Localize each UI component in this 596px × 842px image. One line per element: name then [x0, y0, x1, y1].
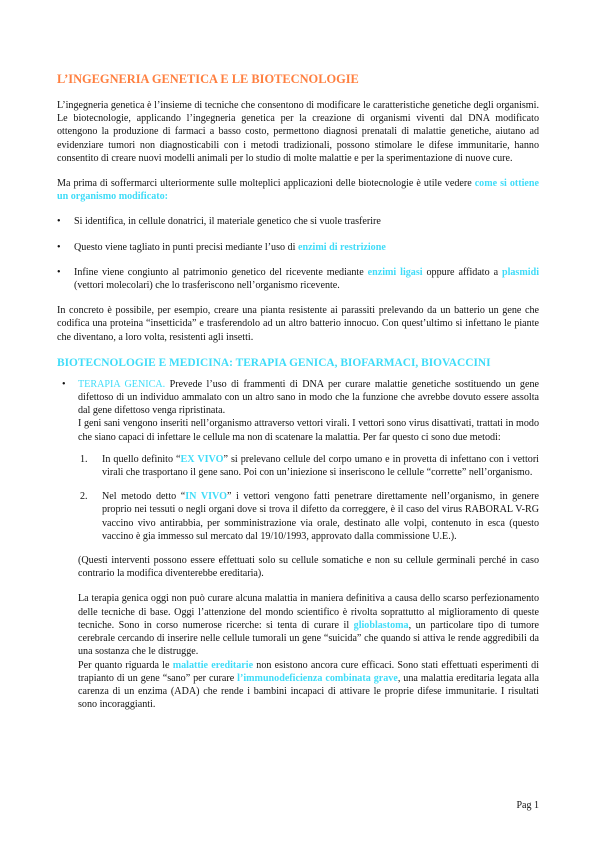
method-1-text-b: ” si prelevano cellule del corpo umano e in provetta di infettano con i vettori virali che trasportano il gene sano. Poi con un’iniezione si inseriscono le cellule “corrette” nell’organismo. — [102, 453, 539, 479]
method-item-1 — [78, 453, 539, 479]
method-1-number: 1. — [80, 453, 88, 465]
organism-lead-paragraph — [57, 177, 539, 203]
methods-list — [78, 453, 539, 543]
step-item-2 — [57, 241, 539, 254]
terapia-p5-text-b: non esistono ancora cure efficaci. Sono stati effettuati esperimenti di trapianto di un gene “sano” per curare — [78, 659, 540, 684]
terapia-p2: I geni sani vengono inseriti nell’organismo attraverso vettori virali. I vettori sono virus disattivati, trattati in modo che siano capaci di infettare le cellule ma non di scatenare la malattia. Per far questo ci sono due metodi: — [78, 418, 539, 443]
step-3-text-b: oppure affidato a — [422, 266, 502, 278]
terapia-p4-text-a: La terapia genica oggi non può curare alcuna malattia in maniera definitiva a causa dello scarso perfezionamento delle tecniche di base. Oggi l’attenzione del mondo scientifico è rivolta soprattutto al miglioramento di queste tecniche. Sono in corso numerose ricerche: si tenta di curare il — [78, 593, 539, 631]
section-title: BIOTECNOLOGIE E MEDICINA: TERAPIA GENICA, BIOFARMACI, BIOVACCINI — [57, 356, 491, 369]
terapia-p1-text: Prevede l’uso di frammenti di DNA per curare malattie genetiche sostituendo un gene difettoso di un individuo ammalato con un altro sano in modo che la funzione che avrebbe dovuto essere assolta dal gene difettoso venga ripristinata. — [78, 378, 539, 417]
bullet-marker: • — [62, 378, 66, 390]
step-item-1 — [57, 215, 539, 228]
terapia-p4-text-b: , un particolare tipo di tumore cerebrale cercando di inserire nelle cellule tumorali un gene “suicida” che quando si attiva le rende aggredibili da una sostanza che le distrugge. — [78, 619, 540, 658]
document-body — [57, 72, 539, 711]
page-number: Pag 1 — [516, 800, 539, 811]
plasmids-highlight: plasmidi — [501, 266, 539, 278]
page-title: L’INGEGNERIA GENETICA E LE BIOTECNOLOGIE — [57, 72, 359, 86]
terapia-genica-item — [57, 378, 539, 711]
method-item-2 — [78, 490, 539, 543]
example-paragraph: In concreto è possibile, per esempio, creare una pianta resistente ai parassiti prelevando da un batterio un gene che codifica una proteina “insetticida” e trasferendolo ad un altro batterio innocuo. Con quest’ultimo si infettano le piante che diventano, a loro volta, resistenti agli insetti. — [57, 305, 539, 343]
somatic-note: (Questi interventi possono essere effettuati solo su cellule somatiche e non su cellule germinali perché in caso contrario la modifica diventerebbe ereditaria). — [78, 555, 539, 580]
terapia-p5-text-a: Per quanto riguarda le — [78, 659, 173, 671]
method-2-number: 2. — [80, 491, 88, 503]
glioblastoma-highlight: glioblastoma — [353, 619, 409, 631]
organism-highlight: come si ottiene un organismo modificato: — [57, 178, 539, 203]
organism-lead-text: Ma prima di soffermarci ulteriormente sulle molteplici applicazioni delle biotecnologie è utile vedere — [57, 178, 475, 190]
terapia-p4 — [78, 592, 539, 658]
ex-vivo-highlight: EX VIVO — [180, 453, 224, 465]
ligase-highlight: enzimi ligasi — [367, 266, 423, 278]
steps-list — [57, 215, 539, 292]
method-2-text-a: Nel metodo detto “ — [102, 491, 186, 503]
step-item-3 — [57, 266, 539, 292]
terapia-p1 — [78, 378, 539, 418]
terapia-p5 — [78, 659, 539, 712]
method-1-text-a: In quello definito “ — [102, 453, 181, 465]
step-1-text: Si identifica, in cellule donatrici, il materiale genetico che si vuole trasferire — [74, 216, 381, 228]
step-2-text: Questo viene tagliato in punti precisi mediante l’uso di — [74, 241, 298, 253]
method-2-text-b: ” i vettori vengono fatti penetrare direttamente nell’organismo, in genere proprio nei tessuti o negli organi dove si trova il difetto da correggere, è il caso del virus RABORAL V-RG vaccino vivo antirabbia, per somministrazione via orale, destinato alle volpi, contenuto in esca (questo vaccino è gia immesso sul mercato dal 19/10/1993, approvato dalla commissione U.E.). — [102, 491, 539, 542]
in-vivo-highlight: IN VIVO — [185, 491, 227, 503]
intro-paragraph: L’ingegneria genetica è l’insieme di tecniche che consentono di modificare le caratteristiche genetiche degli organismi. Le biotecnologie, applicando l’ingegneria genetica per la creazione di organismi viventi dal DNA modificato ottengono la produzione di farmaci a basso costo, permettono diagnosi prenatali di malattie genetiche, aiutano ad evidenziare tumori non diagnosticabili con i metodi tradizionali, possono stimolare le difese immunitarie, hanno consentito di creare nuovi modelli animali per lo studio di molte malattie e per la sperimentazione di nuove cure. — [57, 100, 539, 164]
restriction-enzymes-highlight: enzimi di restrizione — [297, 241, 386, 253]
step-3-text-c: (vettori molecolari) che lo trasferiscono nell’organismo ricevente. — [74, 280, 340, 292]
terapia-genica-term: TERAPIA GENICA. — [78, 378, 166, 390]
hereditary-diseases-highlight: malattie ereditarie — [172, 659, 254, 671]
immunodeficiency-highlight: l’immunodeficienza combinata grave — [237, 672, 398, 684]
terapia-p5-text-c: , una malattia ereditaria legata alla carenza di un enzima (ADA) che rende i bambini incapaci di attivare le proprie difese immunitarie. I risultati sono incoraggianti. — [78, 672, 539, 711]
step-3-text-a: Infine viene congiunto al patrimonio genetico del ricevente mediante — [74, 266, 368, 278]
